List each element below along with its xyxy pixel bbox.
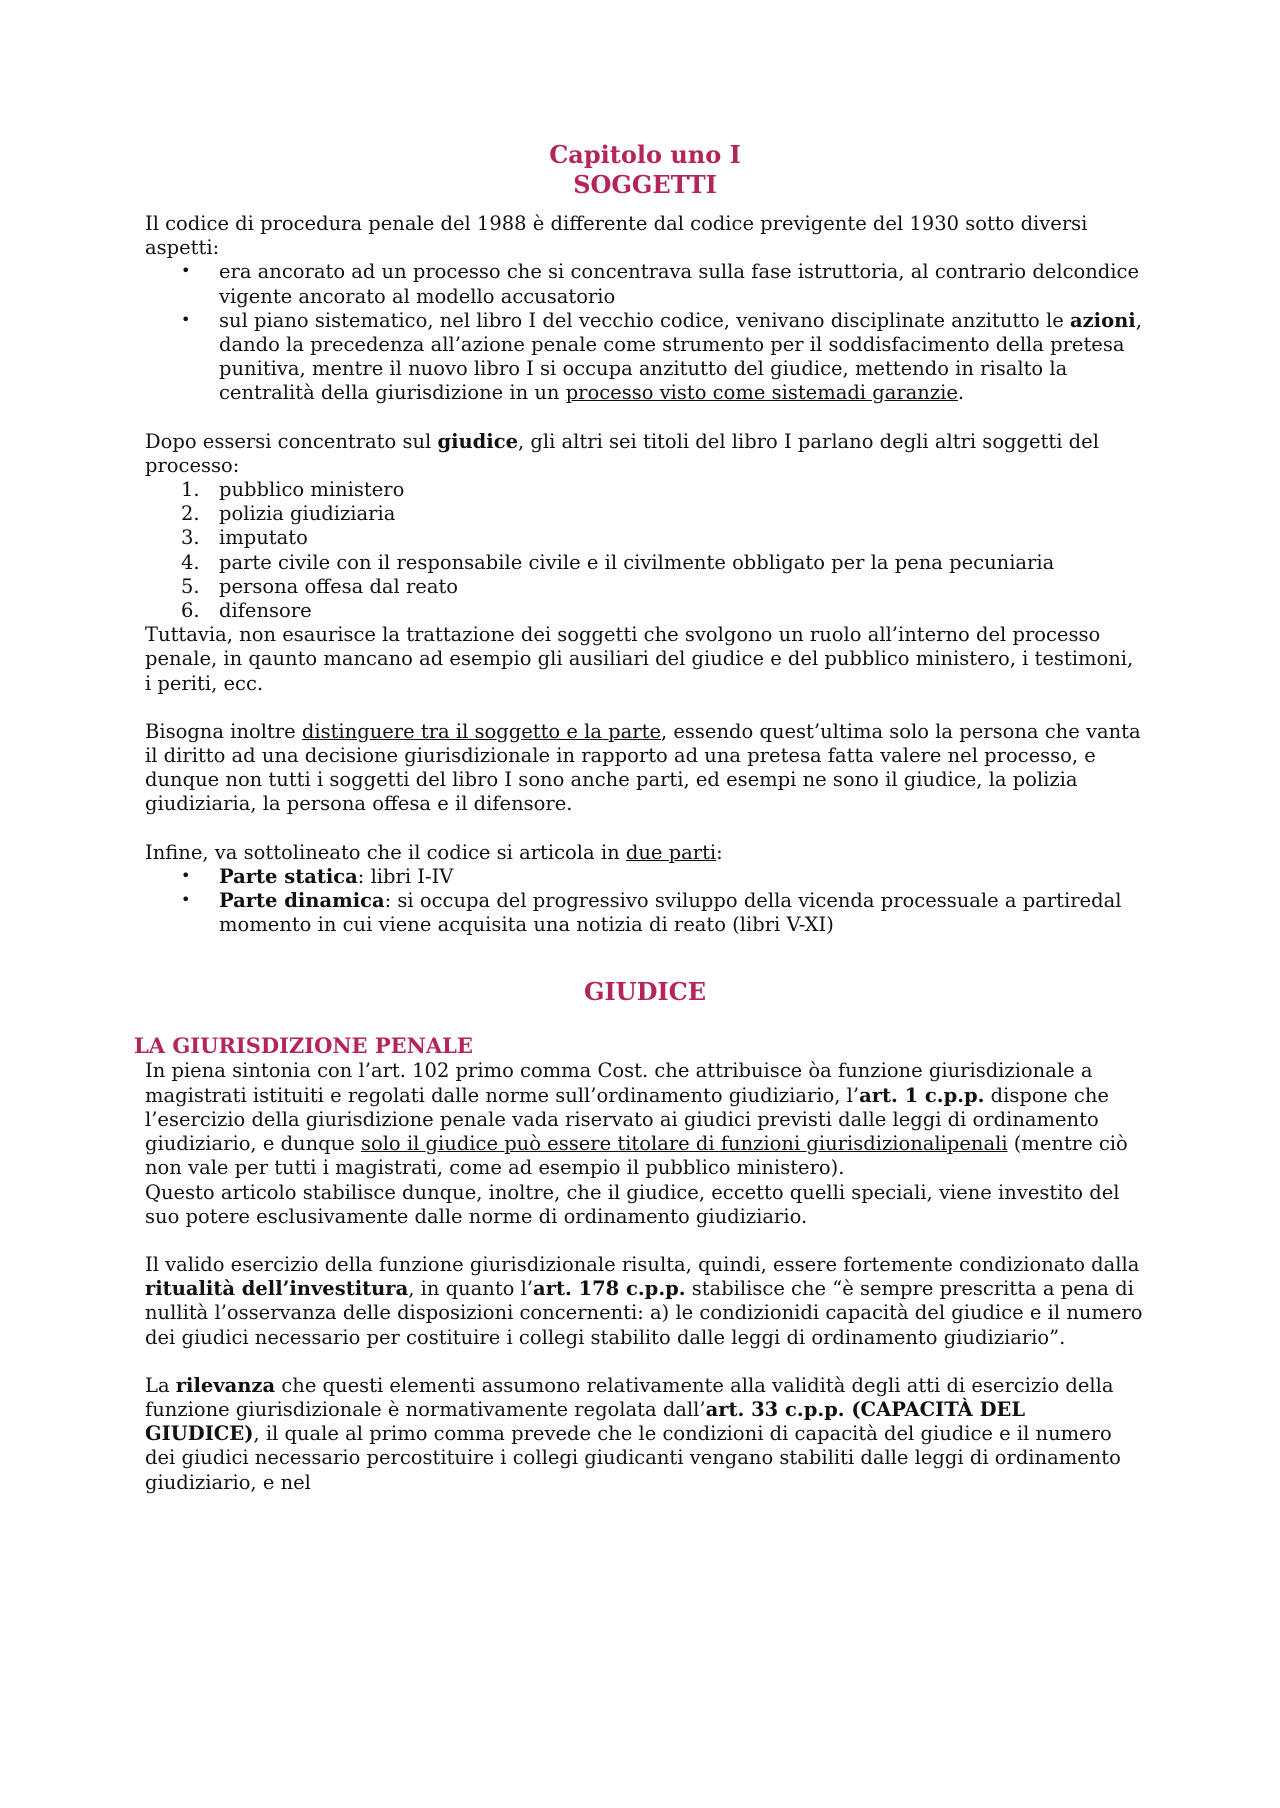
list-item: 4. parte civile con il responsabile civile e il civilmente obbligato per la pena pecuniaria: [181, 550, 1055, 574]
intro-bullet-1: • era ancorato ad un processo che si concentrava sulla fase istruttoria, al contrario delcondice vigente ancorato al modello accusatorio: [181, 260, 1139, 308]
subjects-list: [145, 478, 1145, 623]
chapter-title-line1: Capitolo uno I: [549, 140, 741, 169]
list-item: 2. polizia giudiziaria: [181, 502, 396, 526]
list-item: 6. difensore: [181, 599, 312, 623]
giudice-paragraph-3: Il valido esercizio della funzione giurisdizionale risulta, quindi, essere fortemente condizionato dalla ritualità dell’investitura, in quanto l’art. 178 c.p.p. stabilisce che “è sempre prescritta a pena di nullità l’osservanza delle disposizioni concernenti: a) le condizionidi capacità del giudice e il numero dei giudici necessario per costituire i collegi stabilito dalle leggi di ordinamento giudiziario”.: [145, 1252, 1143, 1349]
bullet-icon: •: [181, 309, 191, 329]
intro-paragraph: Il codice di procedura penale del 1988 è differente dal codice previgente del 1930 sotto diversi aspetti:: [145, 212, 1088, 260]
bullet-icon: •: [181, 261, 191, 281]
giudice-paragraph-4: La rilevanza che questi elementi assumono relativamente alla validità degli atti di esercizio della funzione giurisdizionale è normativamente regolata dall’art. 33 c.p.p. (CAPACITÀ DEL GIUDICE), il quale al primo comma prevede che le condizioni di capacità del giudice e il numero dei giudici necessario percostituire i collegi giudicanti vengano stabiliti dalle leggi di ordinamento giudiziario, e nel: [145, 1373, 1121, 1494]
list-item: 5. persona offesa dal reato: [181, 574, 459, 598]
subjects-outro: Tuttavia, non esaurisce la trattazione dei soggetti che svolgono un ruolo all’interno del processo penale, in qaunto mancano ad esempio gli ausiliari del giudice e del pubblico ministero, i testimoni, i periti, ecc.: [145, 623, 1134, 695]
list-item: 3. imputato: [181, 526, 308, 550]
intro-bullet-list: [145, 260, 1145, 405]
chapter-title: [145, 140, 1145, 200]
parts-bullet-dynamic: • Parte dinamica: si occupa del progressivo sviluppo della vicenda processuale a partiredal momento in cui viene acquisita una notizia di reato (libri V-XI): [181, 889, 1122, 937]
subheading-giurisdizione: LA GIURISDIZIONE PENALE: [134, 1033, 473, 1059]
parte-paragraph: Bisogna inoltre distinguere tra il soggetto e la parte, essendo quest’ultima solo la persona che vanta il diritto ad una decisione giurisdizionale in rapporto ad una pretesa fatta valere nel processo, e dunque non tutti i soggetti del libro I sono anche parti, ed esempi ne sono il giudice, la polizia giudiziaria, la persona offesa e il difensore.: [145, 719, 1141, 816]
section-heading-giudice: GIUDICE: [583, 977, 707, 1007]
document-body: [134, 140, 1145, 1495]
parts-intro: Infine, va sottolineato che il codice si articola in due parti:: [145, 840, 723, 864]
giudice-paragraph-1: In piena sintonia con l’art. 102 primo comma Cost. che attribuisce òa funzione giurisdizionale a magistrati istituiti e regolati dalle norme sull’ordinamento giudiziario, l’art. 1 c.p.p. dispone che l’esercizio della giurisdizione penale vada riservato ai giudici previsti dalle leggi di ordinamento giudiziario, e dunque solo il giudice può essere titolare di funzioni giurisdizionalipenali (mentre ciò non vale per tutti i magistrati, come ad esempio il pubblico ministero).: [145, 1059, 1128, 1180]
parts-bullet-list: [145, 865, 1145, 938]
bullet-icon: •: [181, 890, 191, 910]
giudice-paragraph-2: Questo articolo stabilisce dunque, inoltre, che il giudice, eccetto quelli speciali, viene investito del suo potere esclusivamente dalle norme di ordinamento giudiziario.: [145, 1180, 1120, 1228]
chapter-title-line2: SOGGETTI: [573, 170, 717, 199]
subjects-intro: Dopo essersi concentrato sul giudice, gli altri sei titoli del libro I parlano degli altri soggetti del processo:: [145, 429, 1099, 477]
list-item: 1. pubblico ministero: [181, 478, 405, 502]
parts-bullet-static: • Parte statica: libri I-IV: [181, 864, 454, 888]
bullet-icon: •: [181, 865, 191, 885]
intro-bullet-2: • sul piano sistematico, nel libro I del vecchio codice, venivano disciplinate anzitutto le azioni, dando la precedenza all’azione penale come strumento per il soddisfacimento della pretesa punitiva, mentre il nuovo libro I si occupa anzitutto del giudice, mettendo in risalto la centralità della giurisdizione in un processo visto come sistemadi garanzie.: [181, 308, 1142, 405]
